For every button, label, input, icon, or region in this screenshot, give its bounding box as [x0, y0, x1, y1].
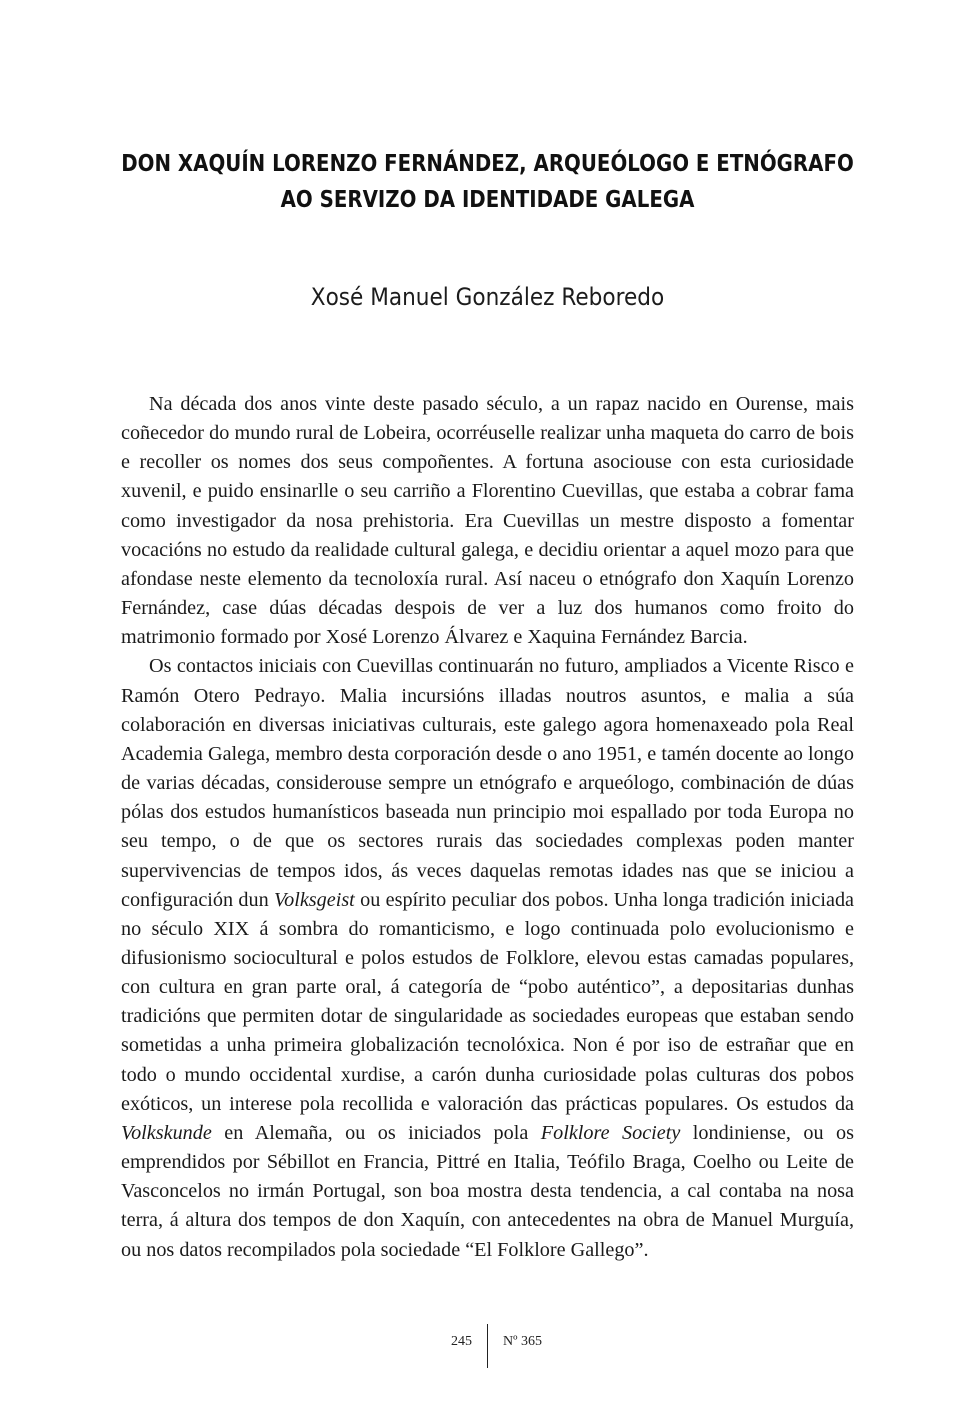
- body-paragraph-2: [121, 652, 854, 1264]
- article-body: [121, 390, 854, 1265]
- body-paragraph-1: Na década dos anos vinte deste pasado século, a un rapaz nacido en Ourense, mais coñecedor do mundo rural de Lobeira, ocorréuselle realizar unha maqueta do carro de bois e recoller os nomes dos seus compoñentes. A fortuna asociouse con esta curiosidade xuvenil, e puido ensinarlle o seu carriño a Florentino Cuevillas, que estaba a cobrar fama como investigador da nosa prehistoria. Era Cuevillas un mestre disposto a fomentar vocacións no estudo da realidade cultural galega, e decidiu orientar a aquel mozo para que afondase neste elemento da tecnoloxía rural. Así naceu o etnógrafo don Xaquín Lorenzo Fernández, case dúas décadas despois de ver a luz dos humanos como froito do matrimonio formado por Xosé Lorenzo Álvarez e Xaquina Fernández Barcia.: [121, 393, 854, 649]
- italic-term-volkskunde: Volkskunde: [121, 1121, 212, 1144]
- article-author: Xosé Manuel González Reboredo: [310, 283, 665, 311]
- footer-divider: [487, 1324, 488, 1368]
- paragraph-2-text-3: en Alemaña, ou os iniciados pola: [211, 1121, 541, 1144]
- article-title-line-1: DON XAQUÍN LORENZO FERNÁNDEZ, ARQUEÓLOGO E ETNÓGRAFO: [121, 151, 854, 177]
- page-number: 245: [451, 1334, 472, 1349]
- italic-term-folklore-society: Folklore Society: [540, 1121, 681, 1144]
- page-footer: [0, 1324, 975, 1368]
- article-title-line-2: AO SERVIZO DA IDENTIDADE GALEGA: [280, 187, 695, 213]
- italic-term-volksgeist: Volksgeist: [274, 888, 355, 911]
- issue-number: Nº 365: [503, 1334, 542, 1349]
- article-title: [120, 146, 855, 218]
- paragraph-2-text-4: londiniense, ou os emprendidos por Sébillot en Francia, Pittré en Italia, Teófilo Braga, Coelho ou Leite de Vasconcelos no irmán Portugal, son boa mostra desta tendencia, a cal contaba na nosa terra, á altura dos tempos de don Xaquín, con antecedentes na obra de Manuel Murguía, ou nos datos recompilados pola sociedade “El Folklore Gallego”.: [121, 1121, 854, 1261]
- paragraph-2-text-1: Os contactos iniciais con Cuevillas continuarán no futuro, ampliados a Vicente Risco e Ramón Otero Pedrayo. Malia incursións illadas noutros asuntos, e malia a súa colaboración en diversas iniciativas culturais, este galego agora homenaxeado pola Real Academia Galega, membro desta corporación desde o ano 1951, e tamén docente ao longo de varias décadas, considerouse sempre un etnógrafo e arqueólogo, combinación de dúas pólas dos estudos humanísticos baseada nun principio moi espallado por toda Europa no seu tempo, o de que os sectores rurais das sociedades complexas poden manter supervivencias de tempos idos, ás veces daquelas remotas idades nas que se iniciou a configuración dun: [121, 655, 854, 911]
- paragraph-2-text-2: ou espírito peculiar dos pobos. Unha longa tradición iniciada no século XIX á sombra do romanticismo, e logo continuada polo evolucionismo e difusionismo sociocultural e polos estudos de Folklore, elevou estas camadas populares, con cultura en gran parte oral, á categoría de “pobo auténtico”, a depositarias dunhas tradicións que permiten dotar de singularidade as sociedades europeas que estaban sendo sometidas a unha primeira globalización tecnolóxica. Non é por iso de estrañar que en todo o mundo occidental xurdise, a carón dunha curiosidade polas culturas dos pobos exóticos, un interese pola recollida e valoración das prácticas populares. Os estudos da: [121, 888, 855, 1115]
